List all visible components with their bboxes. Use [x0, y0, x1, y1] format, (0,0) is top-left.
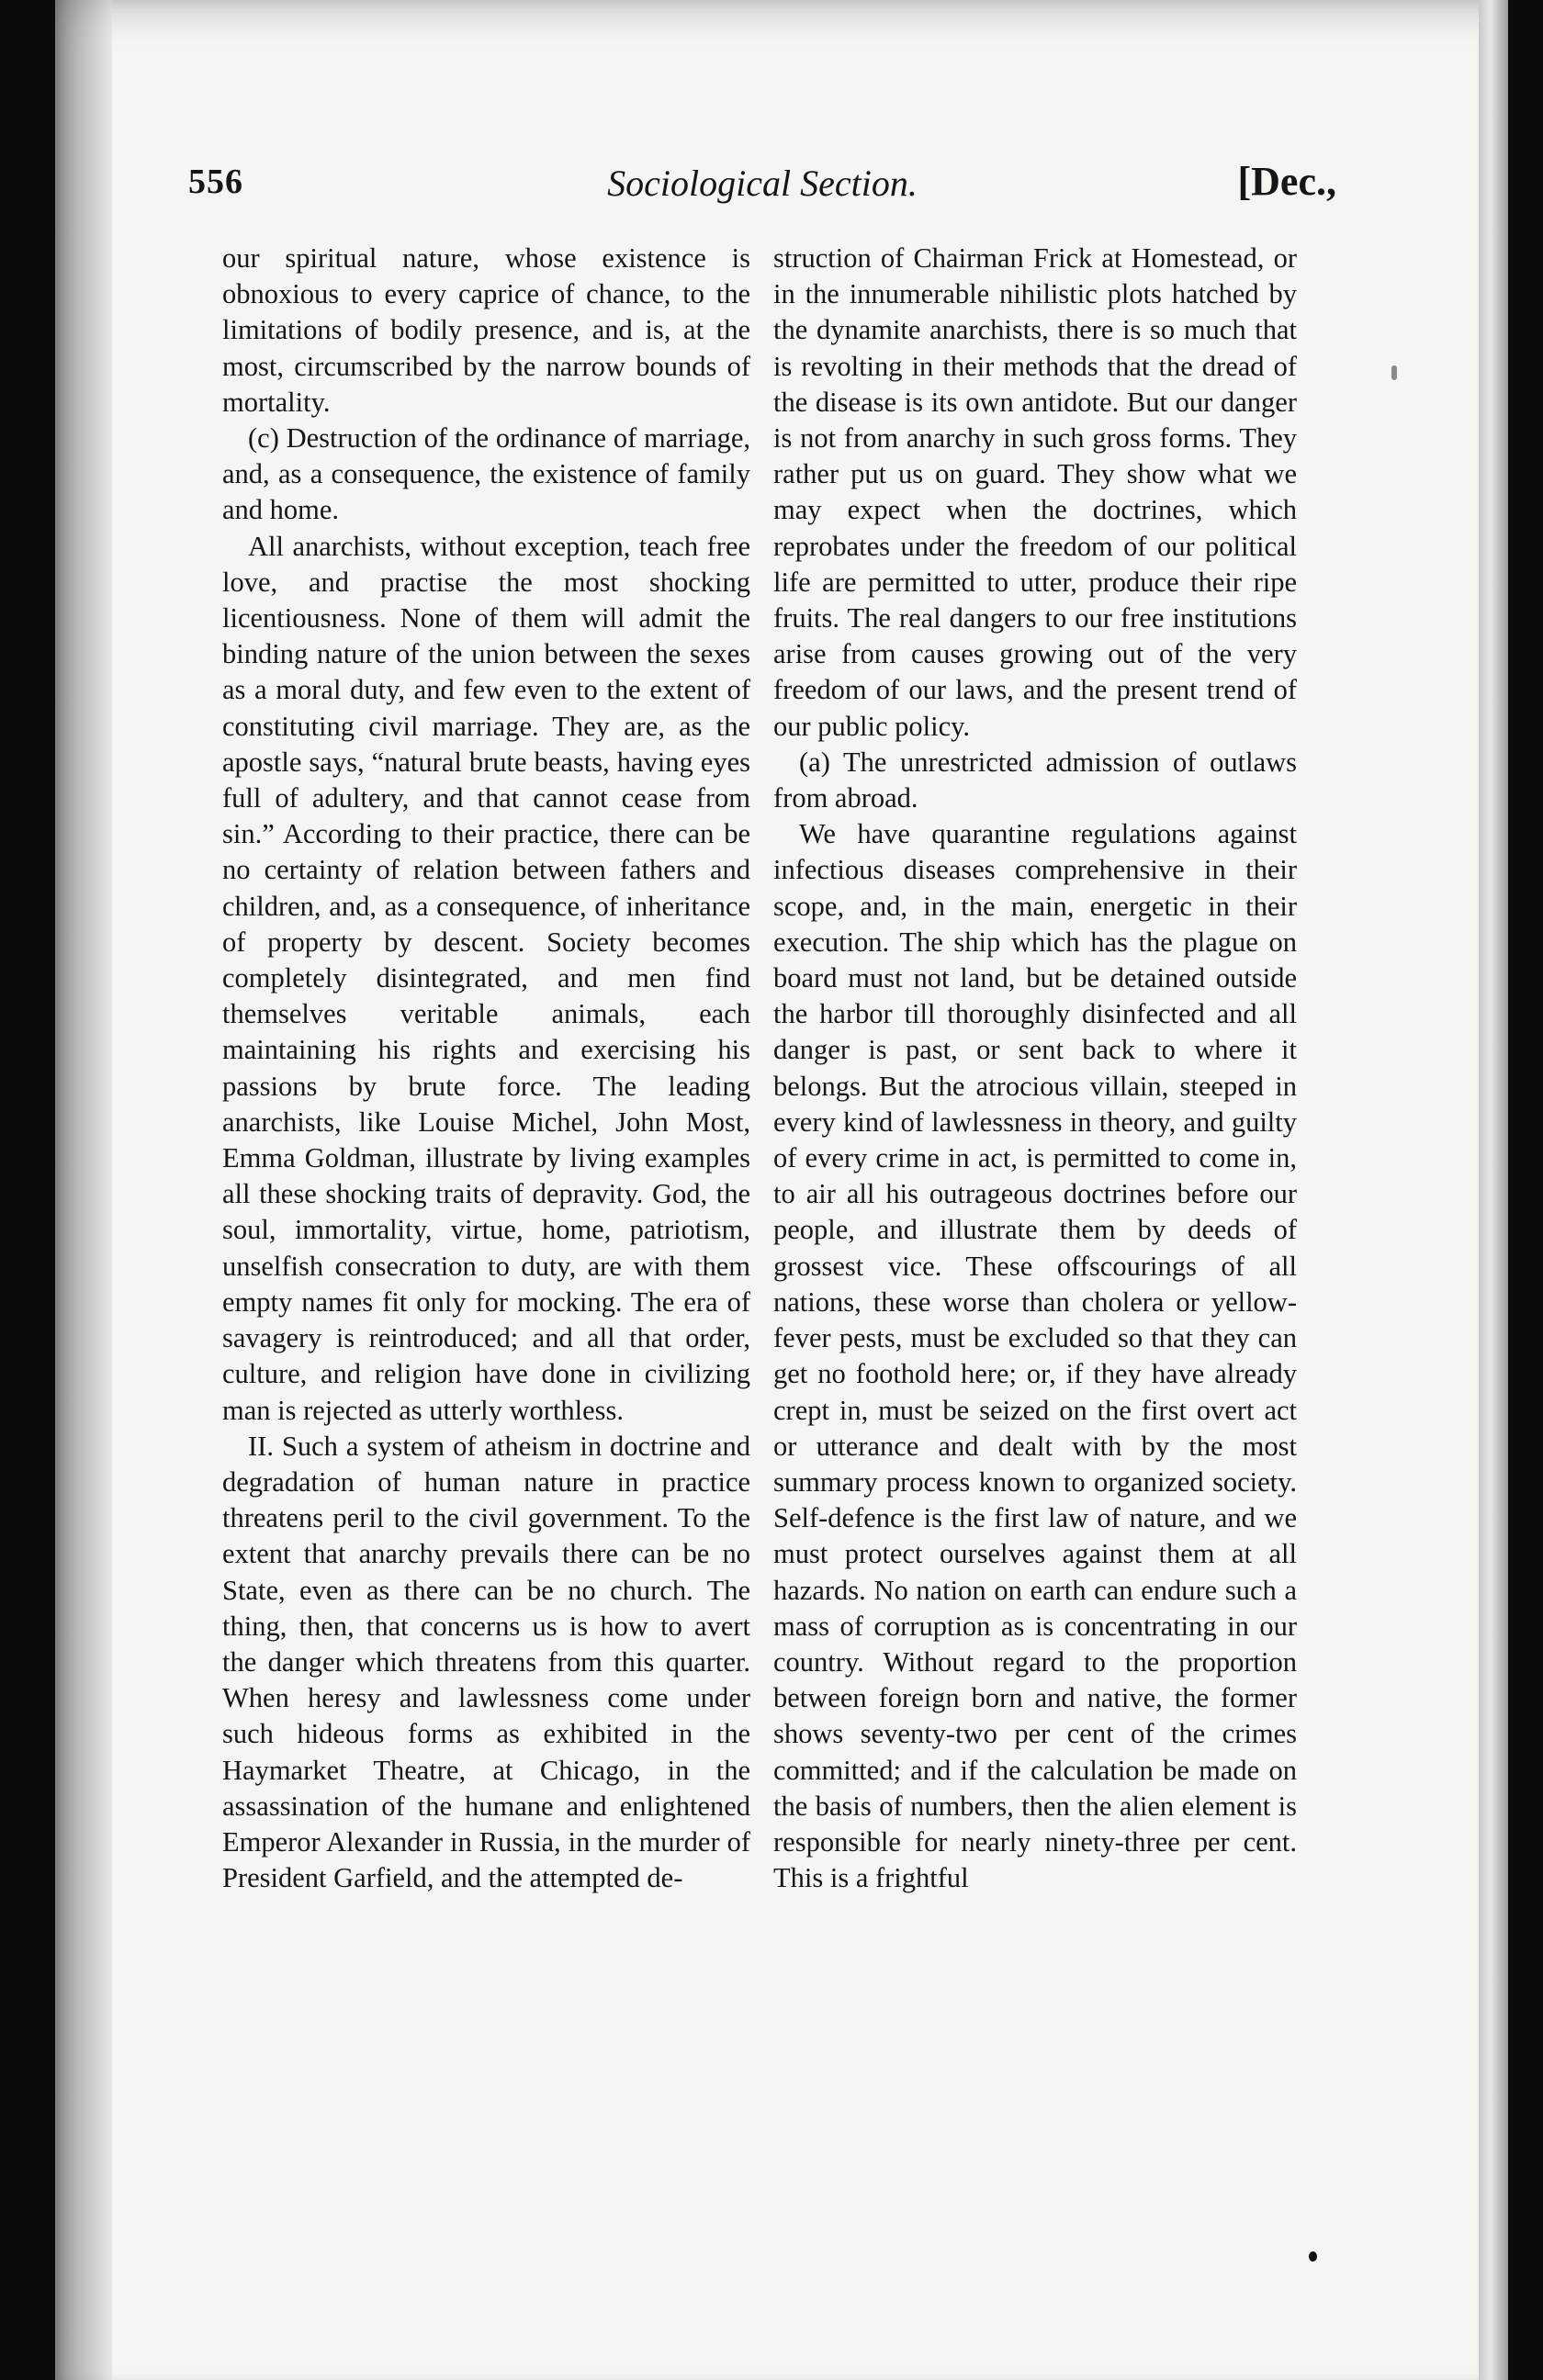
issue-mark: [Dec., [1237, 159, 1336, 204]
left-column [222, 241, 750, 1896]
paragraph: (a) The unrestricted admission of outlaws from abroad. [773, 746, 1297, 814]
paragraph: We have quarantine regulations against infectious diseases comprehensive in their scope, and, in the main, energetic in their execution. The ship which has the plague on board must not land, but be detained outside the harbor till thoroughly disinfected and all danger is past, or sent back to where it belongs. But the atrocious villain, steeped in every kind of lawlessness in theory, and guilty of every crime in act, is permitted to come in, to air all his outrageous doctrines before our people, and illustrate them by deeds of grossest vice. These offscourings of all nations, these worse than cholera or yellow-fever pests, must be excluded so that they can get no foothold here; or, if they have already crept in, must be seized on the first overt act or utterance and dealt with by the most summary process known to organized society. Self-defence is the first law of nature, and we must protect ourselves against them at all hazards. No nation on earth can endure such a mass of corruption as is concentrating in our country. Without regard to the proportion between foreign born and native, the former shows seventy-two per cent of the crimes committed; and if the calculation be made on the basis of numbers, then the alien element is responsible for nearly ninety-three per cent. This is a frightful [773, 818, 1297, 1894]
paragraph: our spiritual nature, whose existence is obnoxious to every caprice of chance, to the limitations of bodily presence, and is, at the most, circumscribed by the narrow bounds of mortality. [222, 242, 750, 418]
paragraph: II. Such a system of atheism in doctrine and degradation of human nature in practice threatens peril to the civil government. To the extent that anarchy prevails there can be no State, even as there can be no church. The thing, then, that concerns us is how to avert the danger which threatens from this quarter. When heresy and lawlessness come under such hideous forms as exhibited in the Haymarket Theatre, at Chicago, in the assassination of the humane and enlightened Emperor Alexander in Russia, in the murder of President Garfield, and the attempted de- [222, 1430, 750, 1894]
paragraph: All anarchists, without exception, teach free love, and practise the most shocking licentiousness. None of them will admit the binding nature of the union between the sexes as a moral duty, and few even to the extent of constituting civil marriage. They are, as the apostle says, “natural brute beasts, having eyes full of adultery, and that cannot cease from sin.” According to their practice, there can be no certainty of relation between fathers and children, and, as a consequence, of inheritance of property by descent. Society becomes completely disintegrated, and men find themselves veritable animals, each maintaining his rights and exercising his passions by brute force. The leading anarchists, like Louise Michel, John Most, Emma Goldman, illustrate by living examples all these shocking traits of depravity. God, the soul, immortality, virtue, home, patriotism, unselfish consecration to duty, are with them empty names fit only for mocking. The era of savagery is reintroduced; and all that order, culture, and religion have done in civilizing man is rejected as utterly worthless. [222, 530, 750, 1426]
ink-dot [1309, 2251, 1317, 2262]
page-header [188, 159, 1336, 217]
running-head: Sociological Section. [607, 163, 918, 204]
page-spine-shadow [55, 0, 112, 2380]
facing-page-strip [1479, 0, 1508, 2380]
right-column [773, 241, 1297, 1896]
paragraph: struction of Chairman Frick at Homestead, or in the innumerable nihilistic plots hatched by the dynamite anarchists, there is so much that is revolting in their methods that the dread of the disease is its own antidote. But our danger is not from anarchy in such gross forms. They rather put us on guard. They show what we may expect when the doctrines, which reprobates under the freedom of our political life are permitted to utter, produce their ripe fruits. The real dangers to our free institutions arise from causes growing out of the very freedom of our laws, and the present trend of our public policy. [773, 242, 1297, 742]
page-number: 556 [188, 163, 243, 201]
scan-speck [1391, 365, 1397, 380]
facing-page-edge [1479, 0, 1543, 2380]
paragraph: (c) Destruction of the ordinance of marriage, and, as a consequence, the existence of family and home. [222, 422, 750, 526]
